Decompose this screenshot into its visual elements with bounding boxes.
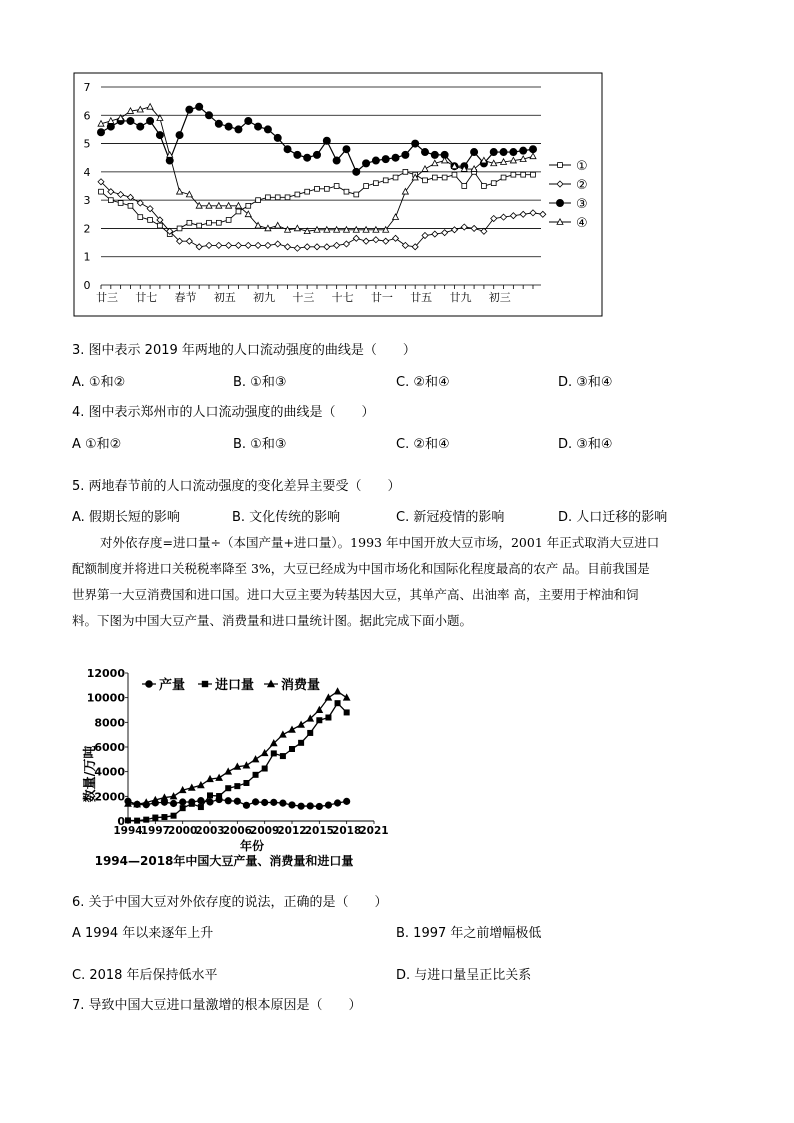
chart2-point-square	[289, 746, 294, 751]
chart2-point-triangle	[280, 731, 286, 737]
chart1-point-3	[205, 112, 212, 119]
chart1-point-1	[511, 172, 516, 177]
chart2-point-square	[226, 786, 231, 791]
chart2-x-tick-label: 1994	[113, 825, 143, 837]
chart2-point-square	[135, 818, 140, 823]
chart1-y-tick-label: 5	[83, 137, 91, 151]
chart1-point-1	[315, 186, 320, 191]
chart1-y-tick-label: 2	[83, 222, 91, 236]
chart1-point-1	[383, 178, 388, 183]
q6-option-d[interactable]: D. 与进口量呈正比关系	[396, 968, 532, 983]
q5-option-d[interactable]: D. 人口迁移的影响	[558, 510, 668, 525]
chart1-point-1	[99, 189, 104, 194]
chart1-point-3	[343, 146, 350, 153]
q5-option-a[interactable]: A. 假期长短的影响	[72, 510, 180, 525]
chart1-legend-marker	[556, 199, 563, 206]
chart2-y-tick-label: 10000	[86, 691, 125, 705]
chart2-y-tick-label: 4000	[94, 765, 125, 779]
chart1-point-3	[520, 147, 527, 154]
chart2-y-tick-label: 0	[117, 815, 125, 828]
chart1-point-1	[246, 203, 251, 208]
question-3-stem: 3. 图中表示 2019 年两地的人口流动强度的曲线是（ ）	[72, 343, 416, 358]
chart1-point-3	[186, 106, 193, 113]
chart2-legend	[142, 677, 320, 693]
chart1-x-tick-label: 初五	[213, 291, 236, 304]
chart1-point-3	[323, 137, 330, 144]
chart1-point-1	[266, 195, 271, 200]
passage-line-2: 配额制度并将进口关税税率降至 3%，大豆已经成为中国市场化和国际化程度最高的农产 品。目前我国是	[72, 561, 650, 576]
chart1-point-3	[235, 126, 242, 133]
chart1-point-3	[392, 154, 399, 161]
chart1-point-3	[372, 157, 379, 164]
chart1-point-1	[374, 181, 379, 186]
chart2-y-tick-label: 8000	[94, 716, 125, 730]
chart2-point-circle	[343, 798, 349, 804]
chart1-point-3	[313, 151, 320, 158]
chart2-point-circle	[298, 803, 304, 809]
chart1-point-1	[138, 215, 143, 220]
reading-passage	[72, 530, 722, 634]
chart2-x-tick-label: 2006	[222, 825, 252, 837]
chart1-point-3	[431, 151, 438, 158]
chart1-x-tick-label: 春节	[174, 291, 197, 304]
chart1-y-tick-label: 6	[83, 109, 91, 123]
chart1-point-3	[529, 146, 536, 153]
chart2-x-axis-label: 年份	[239, 839, 265, 853]
chart1-point-1	[148, 218, 153, 223]
chart1-point-1	[187, 220, 192, 225]
chart2-point-square	[125, 818, 130, 823]
q5-option-c[interactable]: C. 新冠疫情的影响	[396, 510, 505, 525]
chart2-point-triangle	[243, 762, 249, 768]
chart1-point-3	[107, 123, 114, 130]
chart1-y-tick-label: 4	[83, 165, 91, 179]
chart1-point-3	[333, 157, 340, 164]
chart1-point-1	[423, 178, 428, 183]
chart2-x-tick-label: 2003	[195, 825, 225, 837]
chart2-point-square	[189, 801, 194, 806]
chart2-point-square	[244, 780, 249, 785]
chart2-point-triangle	[198, 782, 204, 788]
chart2-x-tick-label: 2021	[359, 825, 389, 837]
chart1-point-3	[421, 148, 428, 155]
chart2-point-circle	[271, 799, 277, 805]
passage-line-1: 对外依存度=进口量÷（本国产量+进口量）。1993 年中国开放大豆市场，2001 年正式取消大豆进口	[100, 535, 660, 550]
chart2-point-triangle	[170, 793, 176, 799]
chart1-x-tick-label: 廿九	[449, 291, 472, 304]
chart1-point-3	[176, 131, 183, 138]
chart1-point-1	[177, 226, 182, 231]
q4-option-b[interactable]: B. ①和③	[233, 437, 287, 452]
chart2-y-tick-label: 6000	[94, 741, 125, 754]
chart1-point-3	[412, 140, 419, 147]
chart2-legend-marker	[146, 681, 153, 688]
chart2-legend-label: 产量	[159, 678, 186, 693]
chart2-y-tick-label: 2000	[94, 790, 125, 804]
chart1-point-1	[491, 181, 496, 186]
chart1-legend-label: ③	[576, 197, 588, 212]
chart1-point-1	[108, 198, 113, 203]
chart1-point-1	[403, 169, 408, 174]
chart2-point-circle	[252, 799, 258, 805]
chart2-point-circle	[198, 797, 204, 803]
chart2-point-square	[171, 813, 176, 818]
chart1-point-3	[156, 131, 163, 138]
chart1-point-1	[275, 195, 280, 200]
chart1-point-1	[226, 218, 231, 223]
question-7-stem: 7. 导致中国大豆进口量激增的根本原因是（ ）	[72, 998, 362, 1013]
chart1-point-1	[462, 184, 467, 189]
chart2-title: 1994—2018年中国大豆产量、消费量和进口量	[94, 854, 354, 868]
chart2-point-circle	[234, 798, 240, 804]
chart1-point-3	[97, 129, 104, 136]
chart1-x-tick-label: 廿一	[370, 291, 393, 304]
chart2-point-triangle	[334, 688, 340, 694]
chart2-point-circle	[225, 798, 231, 804]
chart1-point-3	[225, 123, 232, 130]
chart2-point-circle	[280, 800, 286, 806]
chart1-point-1	[295, 192, 300, 197]
chart1-point-3	[137, 123, 144, 130]
chart1-point-3	[284, 146, 291, 153]
chart2-point-circle	[179, 799, 185, 805]
q3-option-b[interactable]: B. ①和③	[233, 375, 287, 390]
chart1-point-3	[510, 148, 517, 155]
chart1-point-1	[158, 223, 163, 228]
chart1-point-1	[197, 223, 202, 228]
q6-option-c[interactable]: C. 2018 年后保持低水平	[72, 968, 218, 983]
chart1-x-tick-label: 廿七	[135, 291, 158, 304]
chart2-point-circle	[307, 803, 313, 809]
chart2-point-square	[217, 793, 222, 798]
chart2-x-tick-labels	[113, 825, 388, 837]
chart2-point-circle	[243, 802, 249, 808]
soybean-chart	[72, 662, 392, 872]
chart1-point-3	[470, 148, 477, 155]
q4-option-d[interactable]: D. ③和④	[558, 437, 613, 452]
chart2-point-square	[262, 766, 267, 771]
chart2-point-square	[198, 804, 203, 809]
chart1-point-3	[196, 103, 203, 110]
q6-option-a[interactable]: A 1994 年以来逐年上升	[72, 926, 214, 941]
chart1-point-3	[245, 117, 252, 124]
chart2-point-square	[335, 701, 340, 706]
chart1-point-1	[118, 201, 123, 206]
chart2-point-circle	[170, 800, 176, 806]
chart2-legend-label: 进口量	[215, 678, 255, 693]
passage-line-4: 料。下图为中国大豆产量、消费量和进口量统计图。据此完成下面小题。	[72, 613, 473, 628]
chart1-point-1	[285, 195, 290, 200]
chart1-x-tick-label: 十三	[292, 291, 315, 304]
chart2-legend-marker	[202, 681, 208, 687]
chart1-y-tick-label: 7	[83, 81, 91, 94]
chart2-y-axis-label: 数量/万吨	[83, 745, 98, 803]
chart1-x-tick-label: 初九	[253, 291, 276, 304]
q3-option-d[interactable]: D. ③和④	[558, 375, 613, 390]
chart2-point-circle	[261, 799, 267, 805]
chart1-point-1	[452, 172, 457, 177]
chart1-point-1	[305, 189, 310, 194]
chart2-point-square	[280, 753, 285, 758]
chart2-point-triangle	[252, 756, 258, 762]
chart1-point-3	[215, 120, 222, 127]
chart1-point-3	[294, 151, 301, 158]
q3-option-c[interactable]: C. ②和④	[396, 375, 450, 390]
chart2-x-tick-label: 2018	[332, 825, 362, 837]
chart1-x-tick-label: 初三	[488, 291, 511, 304]
q4-option-a[interactable]: A ①和②	[72, 437, 122, 452]
chart2-point-square	[235, 784, 240, 789]
chart1-point-1	[354, 192, 359, 197]
chart1-legend-marker	[558, 163, 563, 168]
q4-option-c[interactable]: C. ②和④	[396, 437, 450, 452]
chart1-point-3	[254, 123, 261, 130]
chart2-point-triangle	[225, 768, 231, 774]
chart1-point-1	[207, 220, 212, 225]
chart1-y-tick-label: 1	[83, 250, 91, 264]
chart1-point-1	[482, 184, 487, 189]
chart2-point-triangle	[216, 774, 222, 780]
population-flow-chart	[73, 72, 603, 318]
question-6-stem: 6. 关于中国大豆对外依存度的说法，正确的是（ ）	[72, 895, 388, 910]
chart2-point-triangle	[325, 694, 331, 700]
chart1-x-tick-label: 十七	[331, 291, 354, 304]
chart2-point-triangle	[343, 694, 349, 700]
chart2-point-square	[180, 806, 185, 811]
chart2-point-square	[308, 730, 313, 735]
chart2-x-tick-label: 2000	[168, 825, 198, 837]
chart2-point-square	[153, 815, 158, 820]
passage-line-3: 世界第一大豆消费国和进口国。进口大豆主要为转基因大豆，其单产高、出油率 高，主要用于榨油和饲	[72, 587, 639, 602]
chart2-point-square	[299, 740, 304, 745]
chart1-point-1	[324, 186, 329, 191]
chart2-legend-label: 消费量	[281, 678, 321, 693]
chart1-point-1	[128, 203, 133, 208]
chart2-point-square	[144, 817, 149, 822]
chart1-point-1	[432, 175, 437, 180]
chart1-point-1	[236, 209, 241, 214]
chart1-x-tick-label: 廿五	[410, 291, 433, 304]
chart1-point-3	[362, 160, 369, 167]
chart2-x-tick-label: 2015	[304, 825, 334, 837]
chart2-point-triangle	[298, 721, 304, 727]
chart1-point-3	[402, 151, 409, 158]
chart1-point-3	[304, 154, 311, 161]
chart1-legend-label: ②	[576, 178, 588, 193]
chart1-legend-label: ①	[576, 159, 588, 174]
chart1-point-1	[393, 175, 398, 180]
chart2-point-circle	[325, 802, 331, 808]
chart1-point-1	[256, 198, 261, 203]
chart1-x-tick-label: 廿三	[96, 291, 118, 304]
chart2-point-square	[162, 814, 167, 819]
chart2-point-circle	[316, 803, 322, 809]
chart2-point-square	[271, 751, 276, 756]
chart1-y-tick-label: 0	[83, 279, 91, 292]
chart1-point-3	[500, 148, 507, 155]
q5-option-b[interactable]: B. 文化传统的影响	[232, 510, 341, 525]
chart2-series	[125, 688, 350, 823]
chart1-y-tick-label: 3	[83, 194, 91, 208]
chart1-point-3	[490, 148, 497, 155]
chart2-point-circle	[289, 802, 295, 808]
chart2-x-tick-label: 1997	[140, 825, 170, 837]
chart1-point-3	[274, 134, 281, 141]
q3-option-a[interactable]: A. ①和②	[72, 375, 126, 390]
chart2-point-circle	[207, 799, 213, 805]
chart1-point-1	[334, 184, 339, 189]
chart1-legend-label: ④	[576, 216, 588, 231]
chart1-point-1	[216, 220, 221, 225]
chart1-point-3	[127, 117, 134, 124]
chart2-point-circle	[334, 800, 340, 806]
chart2-point-square	[317, 718, 322, 723]
question-5-stem: 5. 两地春节前的人口流动强度的变化差异主要受（ ）	[72, 479, 401, 494]
chart2-x-tick-label: 2009	[250, 825, 280, 837]
chart1-point-1	[442, 175, 447, 180]
chart1-point-3	[382, 156, 389, 163]
chart2-point-square	[326, 715, 331, 720]
q6-option-b[interactable]: B. 1997 年之前增幅极低	[396, 926, 542, 941]
question-4-stem: 4. 图中表示郑州市的人口流动强度的曲线是（ ）	[72, 405, 375, 420]
chart2-y-tick-label: 12000	[86, 667, 125, 680]
chart1-point-1	[364, 184, 369, 189]
chart1-point-3	[146, 117, 153, 124]
chart1-point-1	[521, 172, 526, 177]
chart1-point-3	[353, 168, 360, 175]
chart2-x-tick-label: 2012	[277, 825, 307, 837]
chart1-point-3	[264, 126, 271, 133]
chart2-point-square	[344, 710, 349, 715]
chart1-point-1	[344, 189, 349, 194]
chart1-point-1	[531, 172, 536, 177]
chart2-point-square	[207, 793, 212, 798]
chart2-point-square	[253, 772, 258, 777]
chart2-point-triangle	[289, 726, 295, 732]
chart1-point-1	[501, 175, 506, 180]
